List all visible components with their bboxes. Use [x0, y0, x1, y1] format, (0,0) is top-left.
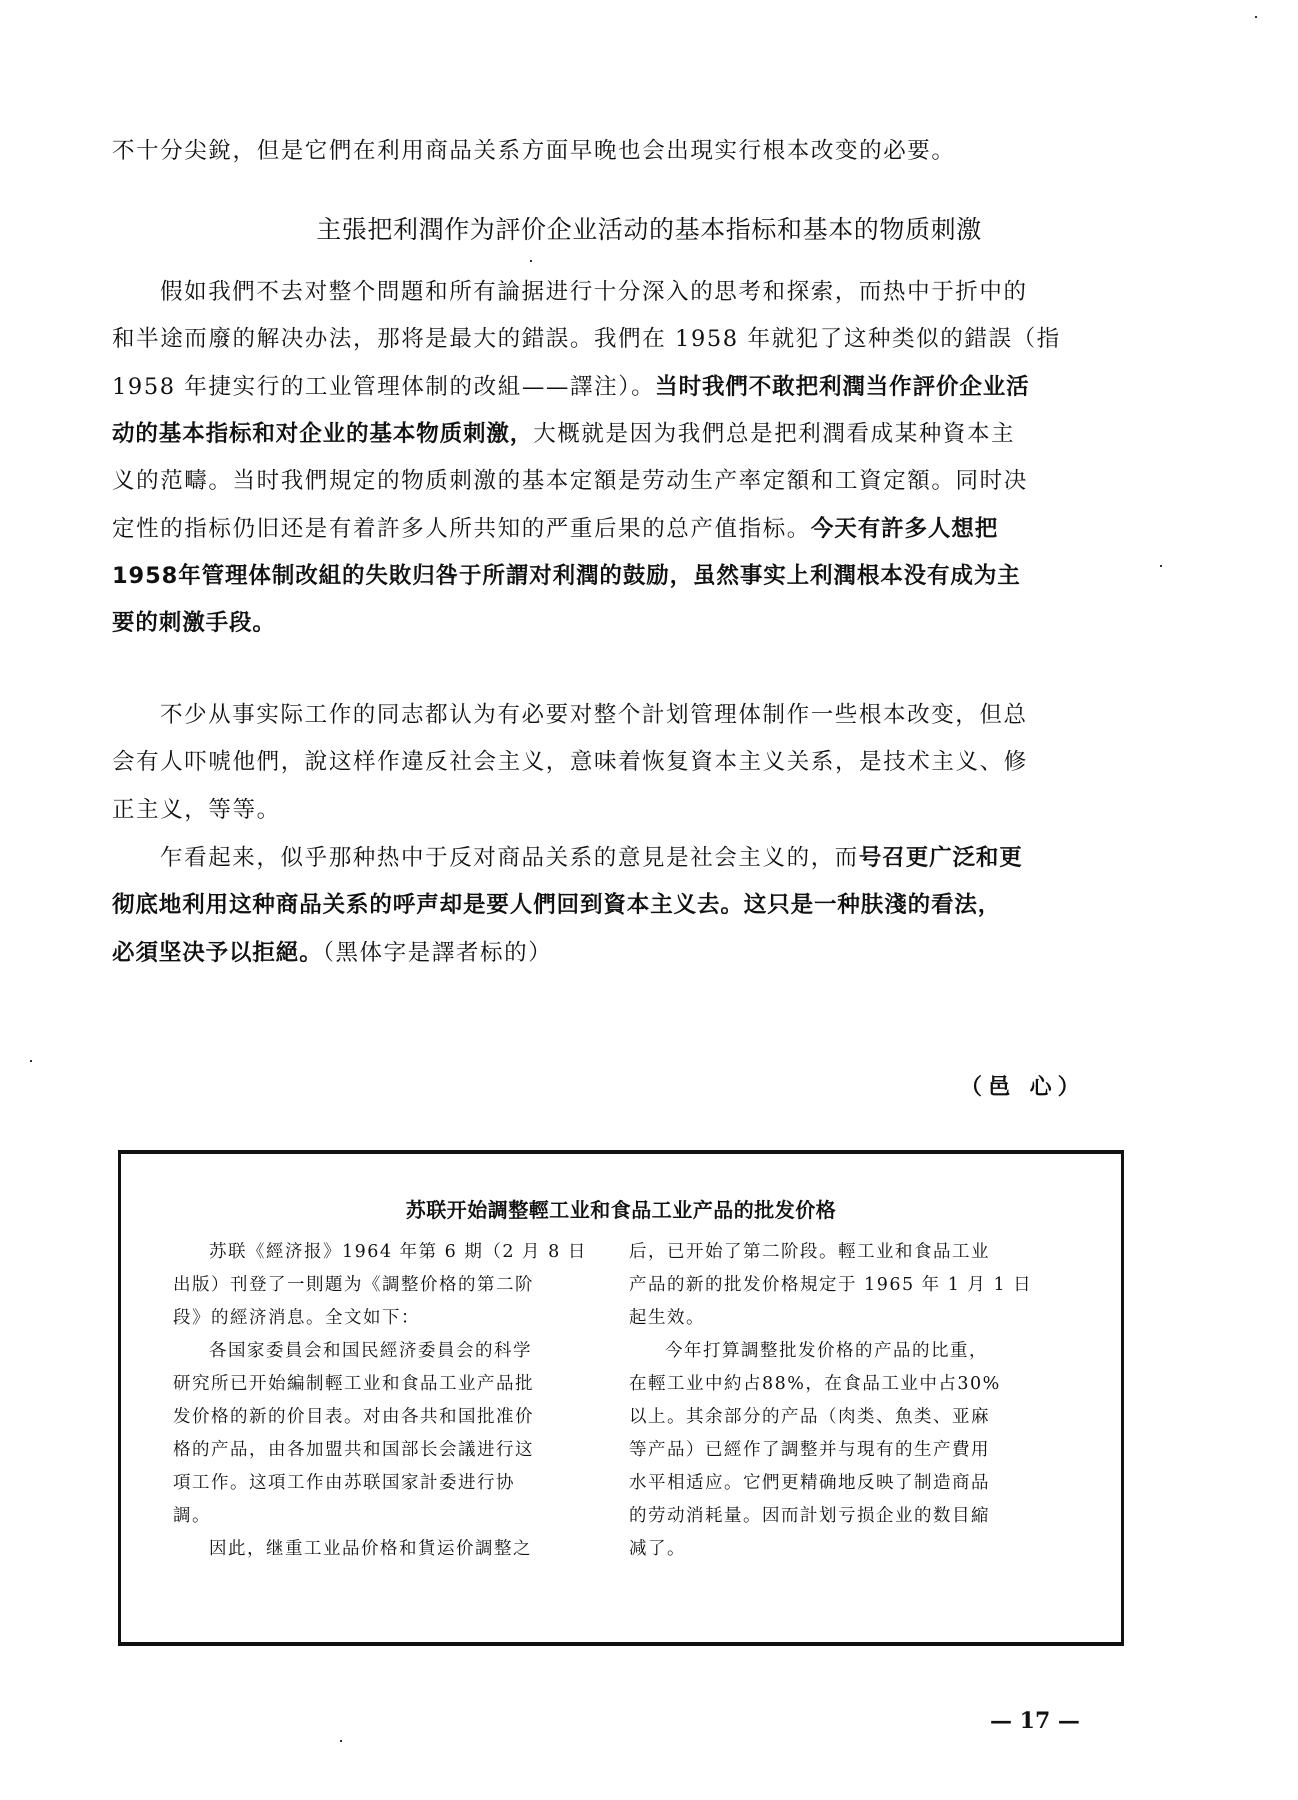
text-line — [112, 419, 1016, 449]
text-line — [112, 561, 1021, 591]
bold-text: 必須坚决予以拒絕。 — [112, 939, 323, 966]
text: 乍看起来，似乎那种热中于反对商品关系的意見是社会主义的，而 — [160, 845, 859, 871]
column-line: 出版）刊登了一則題为《調整价格的第二阶 — [173, 1275, 534, 1295]
scan-speck — [1255, 16, 1257, 18]
scan-speck — [30, 1060, 32, 1062]
boxed-article — [118, 1150, 1124, 1646]
scan-speck — [530, 260, 532, 262]
bold-text: 号召更广泛和更 — [858, 845, 1023, 871]
text: （黑体字是譯者标的） — [322, 939, 553, 966]
column-line: 发价格的新的价目表。对由各共和国批准价 — [173, 1407, 534, 1427]
column-line: 产品的新的批发价格規定于 1965 年 1 月 1 日 — [629, 1275, 1033, 1295]
column-line: 苏联《經济报》1964 年第 6 期（2 月 8 日 — [209, 1242, 587, 1262]
bold-text: 1958年管理体制改組的失敗归咎于所謂对利潤的鼓励，虽然事实上利潤根本没有成为主 — [112, 562, 1021, 589]
column-line: 减了。 — [629, 1539, 686, 1559]
text-line — [112, 514, 999, 544]
text-line — [112, 608, 992, 638]
column-line: 格的产品，由各加盟共和国部长会議进行这 — [173, 1440, 534, 1460]
column-line: 各国家委員会和国民經济委員会的科学 — [209, 1341, 532, 1361]
column-line: 起生效。 — [629, 1308, 705, 1328]
text: 正主义，等等。 — [112, 796, 281, 823]
text: 大概就是因为我們总是把利潤看成某种資本主 — [533, 420, 1016, 447]
section-heading: 主張把利潤作为評价企业活动的基本指标和基本的物质刺激 — [316, 215, 982, 244]
column-line: 研究所已开始編制輕工业和食品工业产品批 — [173, 1374, 534, 1394]
text-line — [160, 700, 1040, 730]
column-line: 因此，继重工业品价格和貨运价調整之 — [209, 1539, 532, 1559]
column-line: 后，已开始了第二阶段。輕工业和食品工业 — [629, 1242, 990, 1262]
text-line — [112, 372, 1030, 402]
column-line: 在輕工业中約占88%，在食品工业中占30% — [629, 1374, 1001, 1394]
text-line — [112, 324, 1061, 354]
column-line: 今年打算調整批发价格的产品的比重， — [665, 1341, 988, 1361]
column-line: 項工作。这項工作由苏联国家計委进行协 — [173, 1473, 515, 1493]
text-line — [112, 747, 1028, 777]
column-line: 的劳动消耗量。因而計划亏损企业的数目縮 — [629, 1506, 990, 1526]
continued-line: 不十分尖銳，但是它們在利用商品关系方面早晚也会出現实行根本改变的必要。 — [112, 138, 956, 164]
text-line — [112, 938, 992, 968]
text: 1958 年捷实行的工业管理体制的改組——譯注）。 — [112, 373, 656, 400]
text: 不少从事实际工作的同志都认为有必要对整个計划管理体制作一些根本改变，但总 — [160, 702, 1028, 728]
column-line: 水平相适应。它們更精确地反映了制造商品 — [629, 1473, 990, 1493]
text-line — [112, 466, 1028, 496]
text-line — [160, 277, 1040, 307]
scan-speck — [340, 1740, 342, 1742]
page-number: — 17 — — [990, 1708, 1080, 1734]
bold-text: 动的基本指标和对企业的基本物质刺激， — [112, 420, 534, 447]
text: 义的范疇。当时我們規定的物质刺激的基本定額是劳动生产率定額和工資定額。同时决 — [112, 468, 1028, 495]
column-line: 段》的經济消息。全文如下： — [173, 1308, 420, 1328]
column-line: 等产品）已經作了調整并与現有的生产費用 — [629, 1440, 990, 1460]
signature: （邑 心） — [960, 1075, 1086, 1100]
text: 和半途而廢的解决办法，那将是最大的錯誤。我們在 1958 年就犯了这种类似的錯誤（指 — [112, 326, 1061, 353]
boxed-article-title: 苏联开始調整輕工业和食品工业产品的批发价格 — [405, 1198, 837, 1222]
scan-speck — [1160, 565, 1162, 567]
boxed-article-left-column — [173, 1236, 593, 1566]
text-line — [160, 843, 1040, 873]
text-line — [112, 890, 1002, 920]
bold-text: 彻底地利用这种商品关系的呼声却是要人們回到資本主义去。这只是一种肤淺的看法， — [112, 892, 1002, 919]
column-line: 調。 — [173, 1506, 211, 1526]
bold-text: 当时我們不敢把利潤当作評价企业活 — [655, 373, 1030, 400]
text-line — [112, 795, 992, 825]
text: 会有人吓唬他們，說这样作違反社会主义，意味着恢复資本主义关系，是技术主义、修 — [112, 749, 1028, 776]
boxed-article-right-column — [629, 1236, 1049, 1566]
bold-text: 今天有許多人想把 — [810, 515, 999, 542]
text: 定性的指标仍旧还是有着許多人所共知的严重后果的总产值指标。 — [112, 515, 811, 542]
column-line: 以上。其余部分的产品（肉类、魚类、亚麻 — [629, 1407, 990, 1427]
bold-text: 要的刺激手段。 — [112, 610, 276, 637]
text: 假如我們不去对整个問題和所有論据进行十分深入的思考和探索，而热中于折中的 — [160, 279, 1028, 305]
